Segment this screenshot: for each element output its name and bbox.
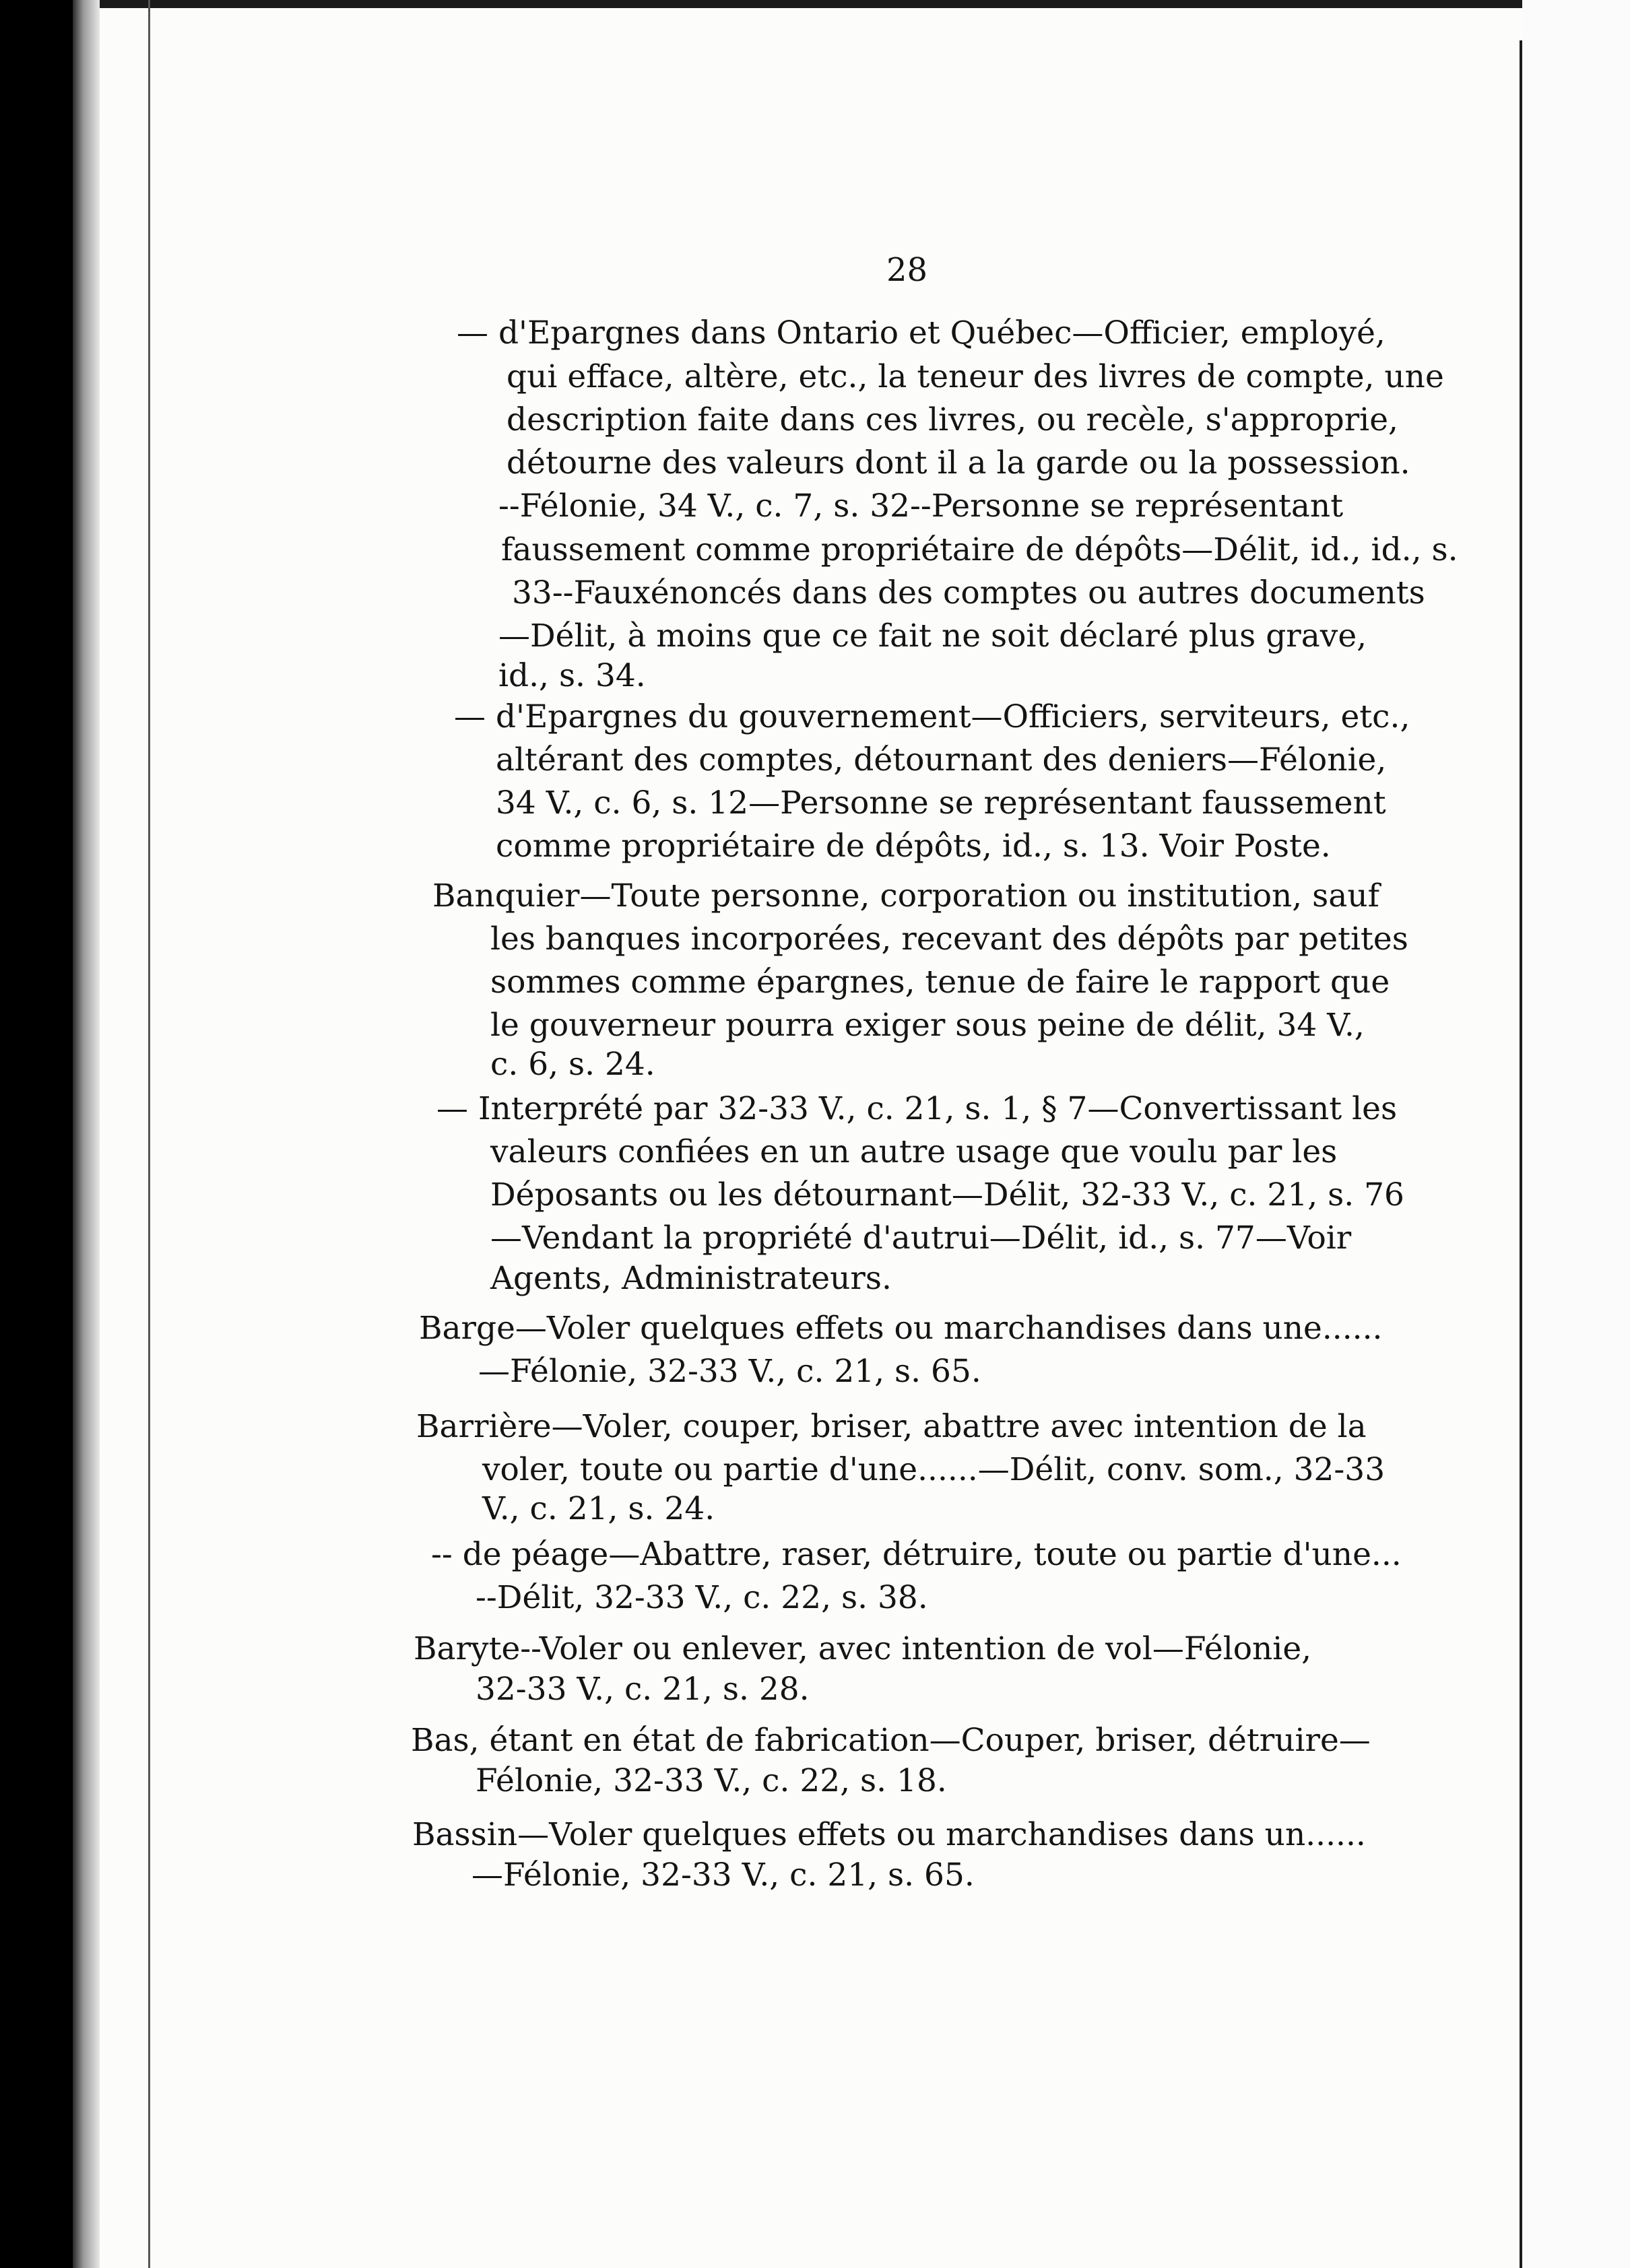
text-line: valeurs confiées en un autre usage que voulu par les bbox=[490, 1133, 1338, 1170]
text-line: Déposants ou les détournant—Délit, 32-33 V., c. 21, s. 76 bbox=[490, 1176, 1404, 1213]
text-line: Bassin—Voler quelques effets ou marchandises dans un...... bbox=[412, 1816, 1366, 1853]
text-line: voler, toute ou partie d'une......—Délit, conv. som., 32-33 bbox=[482, 1451, 1386, 1488]
text-line: —Vendant la propriété d'autrui—Délit, id., s. 77—Voir bbox=[490, 1220, 1352, 1257]
text-line: —Félonie, 32-33 V., c. 21, s. 65. bbox=[471, 1857, 975, 1894]
text-line: Barge—Voler quelques effets ou marchandises dans une...... bbox=[419, 1310, 1383, 1347]
text-line: 32-33 V., c. 21, s. 28. bbox=[476, 1671, 810, 1708]
text-line: 34 V., c. 6, s. 12—Personne se représentant faussement bbox=[496, 785, 1386, 822]
text-line: Bas, étant en état de fabrication—Couper, briser, détruire— bbox=[411, 1722, 1371, 1759]
text-line: Banquier—Toute personne, corporation ou institution, sauf bbox=[432, 877, 1379, 914]
text-line: détourne des valeurs dont il a la garde ou la possession. bbox=[507, 444, 1410, 481]
text-line: Barrière—Voler, couper, briser, abattre avec intention de la bbox=[416, 1408, 1367, 1445]
text-line: qui efface, altère, etc., la teneur des livres de compte, une bbox=[507, 358, 1444, 395]
text-line: Agents, Administrateurs. bbox=[490, 1260, 892, 1297]
text-line: c. 6, s. 24. bbox=[490, 1046, 655, 1083]
text-line: —Félonie, 32-33 V., c. 21, s. 65. bbox=[478, 1353, 981, 1390]
text-line: faussement comme propriétaire de dépôts—Délit, id., id., s. bbox=[501, 531, 1458, 568]
text-line: -- de péage—Abattre, raser, détruire, toute ou partie d'une... bbox=[431, 1536, 1402, 1573]
page-number: 28 bbox=[886, 251, 928, 289]
text-line: comme propriétaire de dépôts, id., s. 13. Voir Poste. bbox=[496, 828, 1331, 865]
text-line: --Félonie, 34 V., c. 7, s. 32--Personne se représentant bbox=[498, 488, 1344, 525]
text-line: V., c. 21, s. 24. bbox=[482, 1490, 715, 1527]
text-line: --Délit, 32-33 V., c. 22, s. 38. bbox=[476, 1579, 928, 1616]
text-line: — d'Epargneѕ dans Ontario et Québec—Officier, employé, bbox=[457, 314, 1386, 352]
text-line: Baryte--Voler ou enlever, avec intention de vol—Félonie, bbox=[414, 1630, 1312, 1667]
text-line: altérant des comptes, détournant des deniers—Félonie, bbox=[496, 741, 1387, 778]
text-line: — Interprété par 32-33 V., c. 21, s. 1, § 7—Convertissant les bbox=[436, 1090, 1398, 1127]
text-line: — d'Epargnes du gouvernement—Officiers, serviteurs, etc., bbox=[454, 698, 1410, 735]
text-line: —Délit, à moins que ce fait ne soit déclaré plus grave, bbox=[498, 618, 1367, 655]
text-line: Félonie, 32-33 V., c. 22, s. 18. bbox=[476, 1762, 947, 1799]
text-line: id., s. 34. bbox=[498, 657, 646, 694]
text-line: description faite dans ces livres, ou recèle, s'approprie, bbox=[507, 401, 1398, 438]
text-line: le gouverneur pourra exiger sous peine de délit, 34 V., bbox=[490, 1007, 1365, 1044]
text-line: les banques incorporées, recevant des dépôts par petites bbox=[490, 921, 1408, 958]
text-line: sommes comme épargnes, tenue de faire le rapport que bbox=[490, 964, 1390, 1001]
text-line: 33--Fauxénoncés dans des comptes ou autres documents bbox=[512, 574, 1425, 611]
